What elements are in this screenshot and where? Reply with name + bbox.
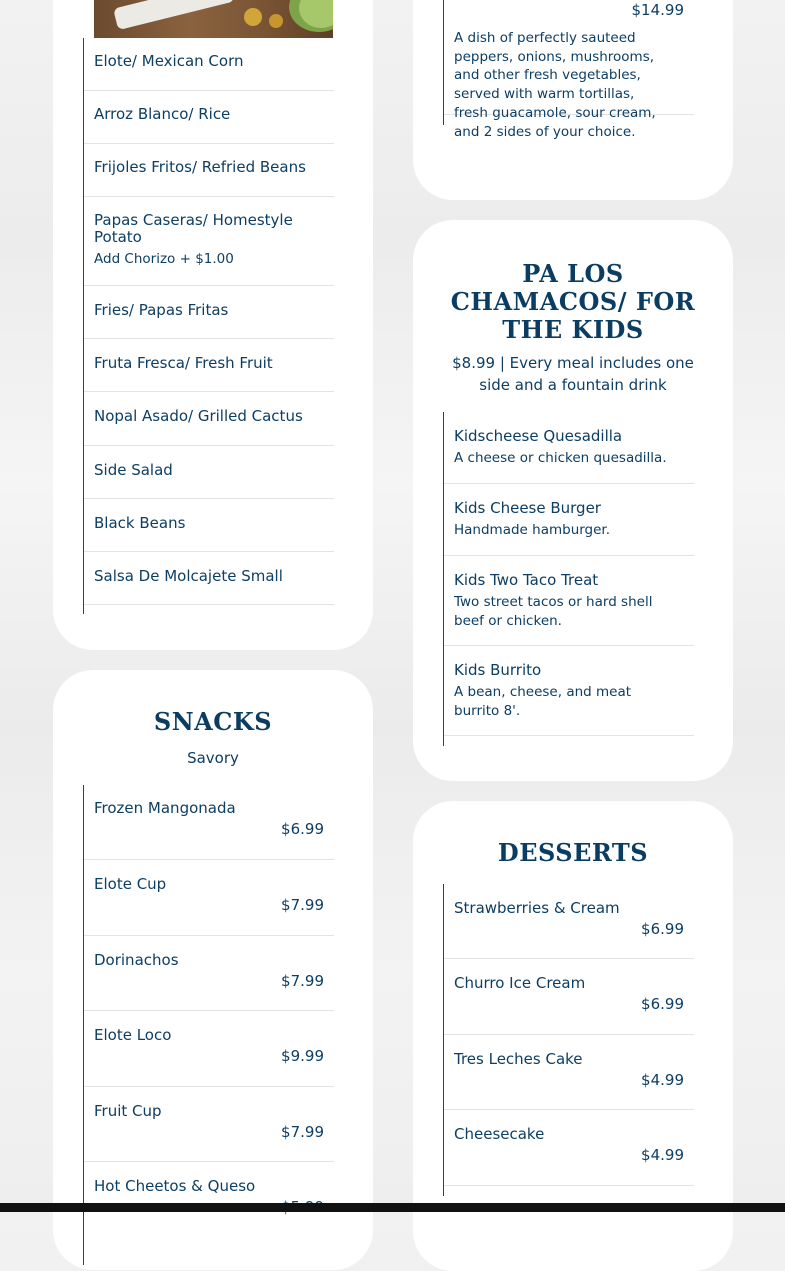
- list-item: [444, 884, 694, 959]
- list-item: [84, 38, 334, 91]
- item-name: Fruta Fresca/ Fresh Fruit: [94, 354, 273, 372]
- item-desc: Handmade hamburger.: [454, 522, 611, 538]
- item-name: Salsa De Molcajete Small: [94, 567, 283, 585]
- snacks-list: [83, 785, 334, 1265]
- fajitas-card: [413, 0, 733, 200]
- desserts-card: [413, 801, 733, 1271]
- list-item: [444, 484, 694, 556]
- fajitas-list: [443, 0, 694, 140]
- card-subtitle: $8.99 | Every meal includes one side and a fountain drink: [452, 354, 694, 394]
- item-price: $6.99: [641, 995, 684, 1013]
- item-desc: Two street tacos or hard shell beef or chicken.: [454, 594, 653, 629]
- list-item: [84, 446, 334, 499]
- item-price: $4.99: [641, 1071, 684, 1089]
- list-item: [444, 959, 694, 1035]
- item-name: Dorinachos: [94, 951, 179, 969]
- item-desc: A bean, cheese, and meat burrito 8'.: [454, 684, 632, 719]
- list-item: [444, 0, 694, 140]
- item-price: $14.99: [631, 1, 684, 19]
- list-item: [84, 286, 334, 339]
- list-item: [84, 197, 334, 286]
- item-price: $4.99: [641, 1146, 684, 1164]
- list-item: [84, 91, 334, 144]
- item-name: Cheesecake: [454, 1125, 545, 1143]
- list-item: [84, 499, 334, 552]
- list-item: [84, 1087, 334, 1162]
- item-name: Fries/ Papas Fritas: [94, 301, 229, 319]
- item-name: Frozen Mangonada: [94, 799, 236, 817]
- item-name: Side Salad: [94, 461, 173, 479]
- list-item: [84, 1162, 334, 1238]
- item-price: $6.99: [641, 920, 684, 938]
- item-price: $7.99: [281, 896, 324, 914]
- list-item: [84, 1011, 334, 1087]
- list-item: [444, 1110, 694, 1186]
- item-name: Elote Cup: [94, 875, 167, 893]
- item-price: $6.99: [281, 820, 324, 838]
- item-name: Kids Two Taco Treat: [454, 571, 599, 589]
- list-item: [84, 936, 334, 1011]
- list-item: [84, 144, 334, 197]
- item-desc: A dish of perfectly sauteed peppers, onions, mushrooms, and other fresh vegetables, served with warm tortillas, fresh guacamole, sour cream, and 2 sides of your choice.: [454, 30, 656, 140]
- item-desc: Add Chorizo + $1.00: [94, 251, 234, 267]
- item-name: Kids Cheese Burger: [454, 499, 601, 517]
- sides-card: [53, 0, 373, 650]
- item-name: Fruit Cup: [94, 1102, 162, 1120]
- kids-card: [413, 220, 733, 781]
- desserts-list: [443, 884, 694, 1196]
- list-item: [444, 1035, 694, 1110]
- card-title: PA LOS CHAMACOS/ FOR THE KIDS: [450, 259, 696, 344]
- item-name: Kidscheese Quesadilla: [454, 427, 623, 445]
- list-item: [444, 412, 694, 484]
- kids-list: [443, 412, 694, 746]
- item-desc: A cheese or chicken quesadilla.: [454, 450, 667, 466]
- list-item: [84, 392, 334, 446]
- sides-list: [83, 38, 334, 614]
- list-item: [84, 860, 334, 936]
- item-price: $9.99: [281, 1047, 324, 1065]
- list-item: [84, 552, 334, 605]
- item-name: Kids Burrito: [454, 661, 542, 679]
- snacks-card: [53, 670, 373, 1270]
- item-name: Black Beans: [94, 514, 186, 532]
- card-title: DESSERTS: [497, 838, 649, 867]
- item-name: Strawberries & Cream: [454, 899, 620, 917]
- item-name: Elote Loco: [94, 1026, 172, 1044]
- item-name: Frijoles Fritos/ Refried Beans: [94, 158, 306, 176]
- item-name: Elote/ Mexican Corn: [94, 52, 244, 70]
- item-name: Arroz Blanco/ Rice: [94, 105, 231, 123]
- bottom-bar: [0, 1203, 785, 1212]
- item-name: Papas Caseras/ Homestyle Potato: [94, 211, 293, 246]
- card-title: SNACKS: [153, 707, 273, 736]
- list-item: [84, 785, 334, 860]
- item-name: Nopal Asado/ Grilled Cactus: [94, 407, 303, 425]
- list-item: [84, 339, 334, 392]
- card-subtitle: Savory: [187, 749, 239, 767]
- item-name: Tres Leches Cake: [454, 1050, 583, 1068]
- food-photo: [94, 0, 333, 38]
- item-name: Hot Cheetos & Queso: [94, 1177, 256, 1195]
- item-price: $7.99: [281, 1123, 324, 1141]
- list-item: [444, 646, 694, 736]
- list-item: [444, 556, 694, 646]
- item-name: Churro Ice Cream: [454, 974, 586, 992]
- item-price: $7.99: [281, 972, 324, 990]
